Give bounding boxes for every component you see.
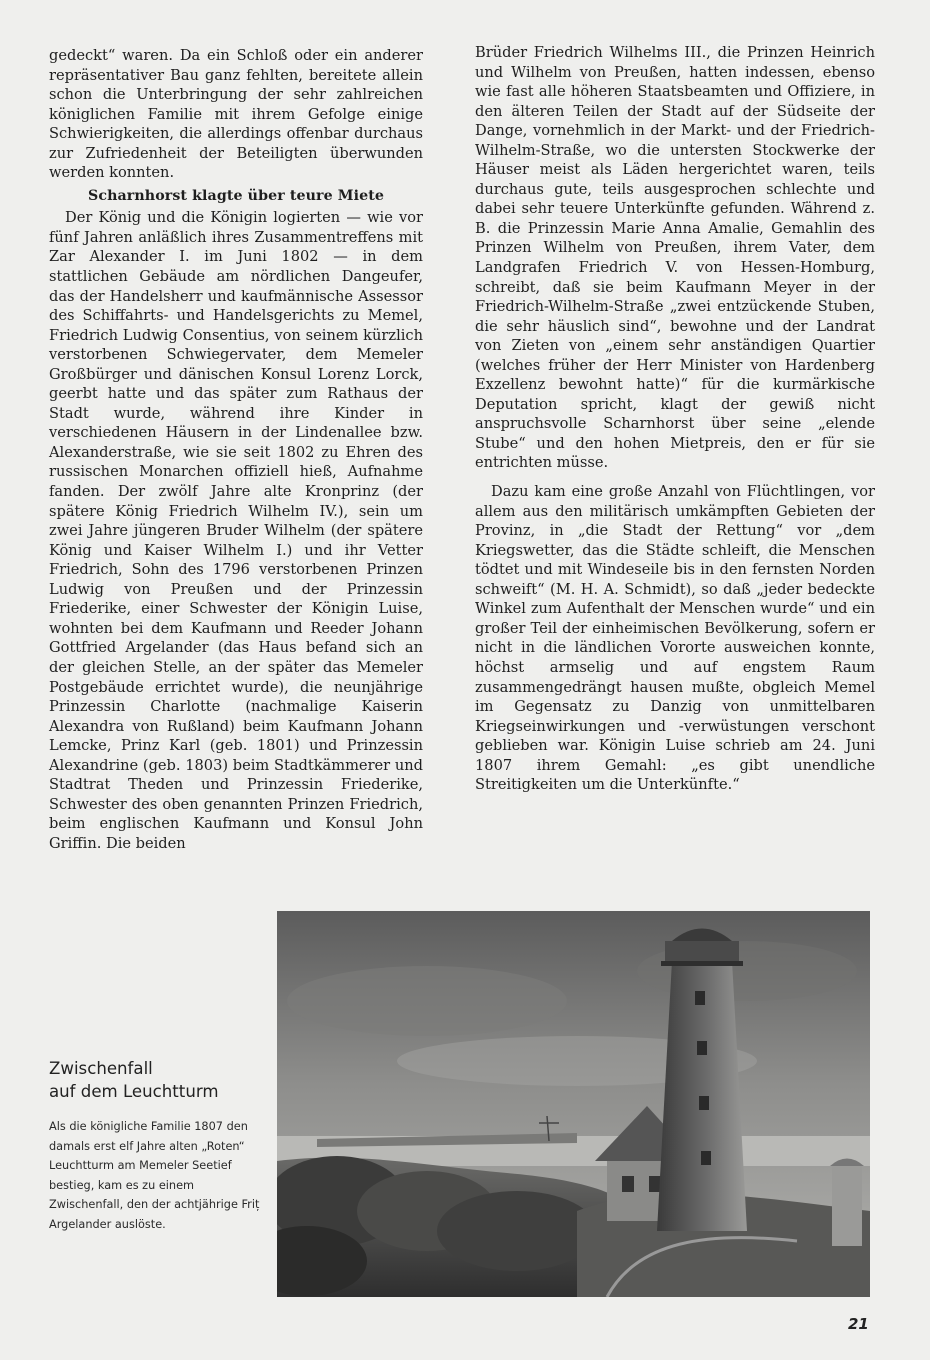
lighthouse-engraving-icon [277,911,870,1297]
caption-text: Als die königliche Familie 1807 den damals erst elf Jahre alten „Roten“ Leuchtturm am Memeler Seetief bestieg, kam es zu einem Zwischenfall, den der achtjährige Friț Argelander auslöste. [49,1120,260,1231]
paragraph-king-queen: Der König und die Königin logierten — wie vor fünf Jahren anläßlich ihres Zusammentreffens mit Zar Alexander I. im Juni 1802 — in dem stattlichen Gebäude am nördlichen Dangeufer, das der Handelsherr und kaufmännische Assessor des Schiffahrts- und Handelsgerichts zu Memel, Friedrich Ludwig Consentius, von seinem kürzlich verstorbenen Schwiegervater, dem Memeler Großbürger und dänischen Konsul Lorenz Lorck, geerbt hatte und das später zum Rathaus der Stadt wurde, während ihre Kinder in verschiedenen Häusern in der Lindenallee bzw. Alexanderstraße, wie sie seit 1802 zu Ehren des russischen Monarchen offiziell hieß, Aufnahme fanden. Der zwölf Jahre alte Kronprinz (der spätere König Friedrich Wilhelm IV.), sein um zwei Jahre jüngeren Bruder Wilhelm (der spätere König und Kaiser Wilhelm I.) und ihr Vetter Friedrich, Sohn des 1796 verstorbenen Prinzen Ludwig von Preußen und der Prinzessin Friederike, einer Schwester der Königin Luise, wohnten bei dem Kaufmann und Reeder Johann Gottfried Argelander (das Haus befand sich an der gleichen Stelle, an der später das Memeler Postgebäude errichtet wurde), die neunjährige Prinzessin Charlotte (nachmalige Kaiserin Alexandra von Rußland) beim Kaufmann Johann Lemcke, Prinz Karl (geb. 1801) und Prinzessin Alexandrine (geb. 1803) beim Stadtkämmerer und Stadtrat Theden und Prinzessin Friederike, Schwester des oben genannten Prinzen Friedrich, beim englischen Kaufmann und Konsul John Griffin. Die beiden [49,209,423,852]
right-text-column [475,43,875,795]
left-text-column [49,46,423,853]
caption-title-line2: auf dem Leuchtturm [49,1082,219,1101]
paragraph-intro: gedeckt“ waren. Da ein Schloß oder ein anderer repräsentativer Bau ganz fehlten, bereitete allein schon die Unterbringung der sehr zahlreichen königlichen Familie mit ihrem Gefolge einige Schwierigkeiten, die allerdings offenbar durchaus zur Zufriedenheit der Beteiligten überwunden werden konnten. [49,47,423,182]
section-heading: Scharnhorst klagte über teure Miete [88,187,384,204]
caption-title-line1: Zwischenfall [49,1059,153,1078]
page-number: 21 [848,1315,869,1333]
paragraph-refugees: Dazu kam eine große Anzahl von Flüchtlingen, vor allem aus den militärisch umkämpften Gebieten der Provinz, in „die Stadt der Rettung“ vor „dem Kriegswetter, das die Städte schleift, die Menschen tödtet und mit Windeseile bis in den fernsten Norden schweift“ (M. H. A. Schmidt), so daß „jeder bedeckte Winkel zum Aufenthalt der Menschen wurde“ und ein großer Teil der einheimischen Bevölkerung, sofern er nicht in die ländlichen Vororte ausweichen konnte, höchst armselig und auf engstem Raum zusammengedrängt hausen mußte, obgleich Memel im Gegensatz zu Danzig von unmittelbaren Kriegseinwirkungen und -verwüstungen verschont geblieben war. Königin Luise schrieb am 24. Juni 1807 ihrem Gemahl: „es gibt unendliche Streitigkeiten um die Unterkünfte.“ [475,483,875,794]
paragraph-brothers: Brüder Friedrich Wilhelms III., die Prinzen Heinrich und Wilhelm von Preußen, hatten indessen, ebenso wie fast alle höheren Staatsbeamten und Offiziere, in den älteren Teilen der Stadt auf der Südseite der Dange, vornehmlich in der Markt- und der Friedrich-Wilhelm-Straße, wo die untersten Stockwerke der Häuser meist als Läden hergerichtet waren, teils durchaus gute, teils ausgesprochen schlechte und dabei sehr teuere Unterkünfte gefunden. Während z. B. die Prinzessin Marie Anna Amalie, Gemahlin des Prinzen Wilhelm von Preußen, ihrem Vater, dem Landgrafen Friedrich V. von Hessen-Homburg, schreibt, daß sie beim Kaufmann Meyer in der Friedrich-Wilhelm-Straße „zwei entzückende Stuben, die sehr häuslich sind“, bewohne und der Landrat von Zieten von „einem sehr anständigen Quartier (welches früher der Herr Minister von Hardenberg Exzellenz bewohnt hatte)“ für die kurmärkische Deputation spricht, klagt der gewiß nicht anspruchsvolle Scharnhorst über seine „elende Stube“ und den hohen Mietpreis, den er für sie entrichten müsse. [475,44,875,472]
image-caption [49,1057,264,1234]
caption-title [49,1057,264,1103]
lighthouse-illustration [277,911,870,1297]
